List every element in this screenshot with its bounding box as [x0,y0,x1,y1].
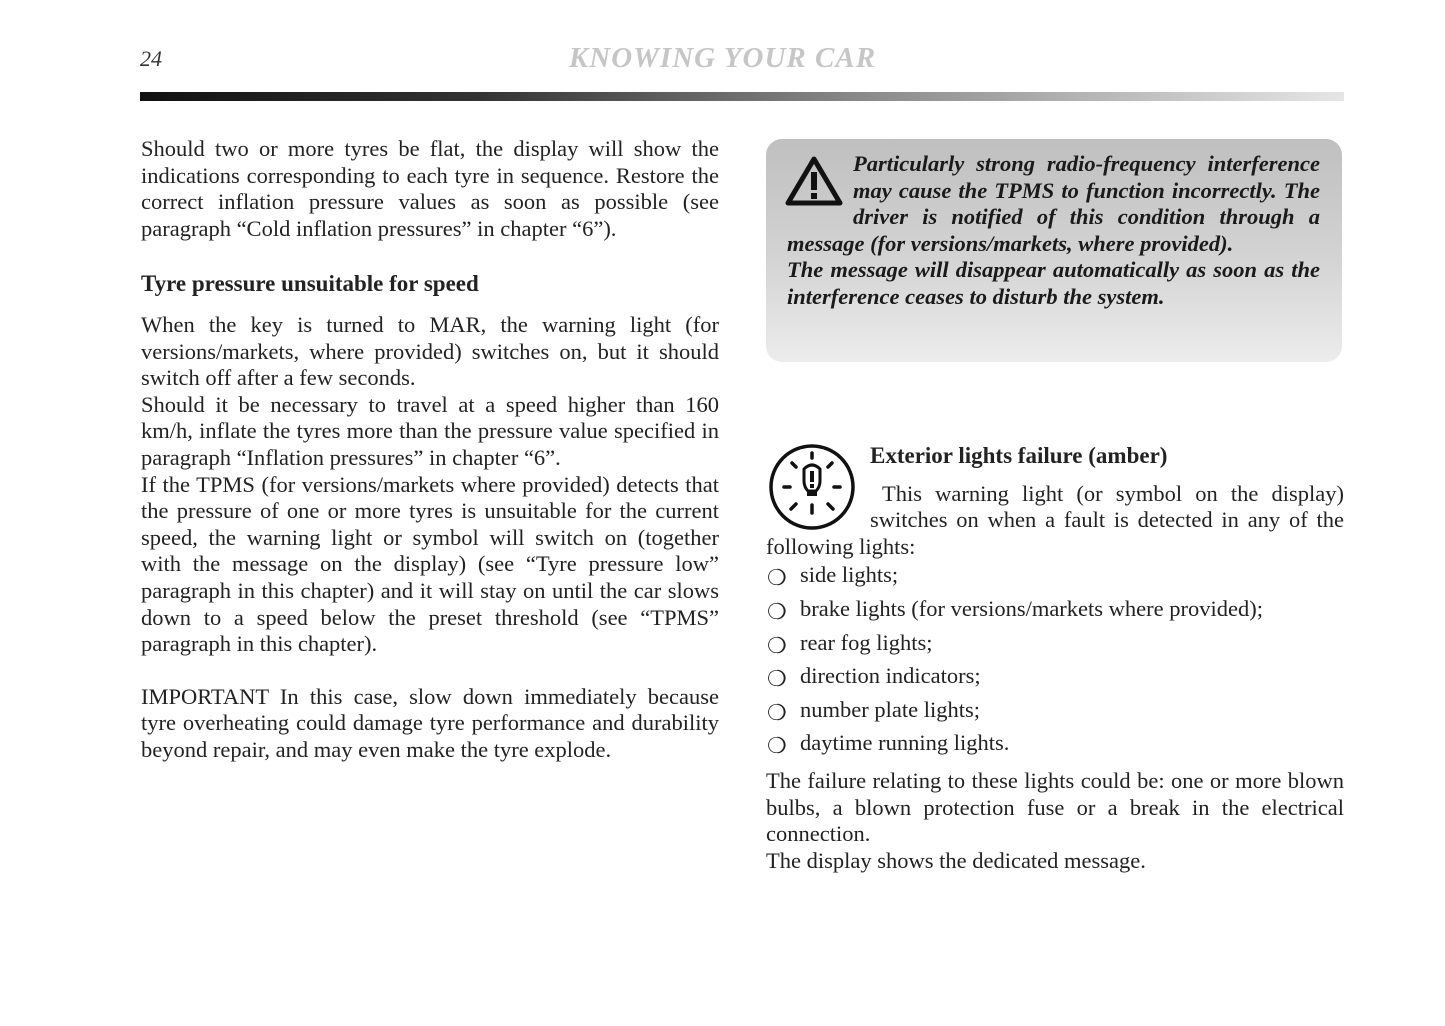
exterior-lights-heading: Exterior lights failure (amber) [870,443,1168,468]
warning-triangle-icon [785,155,843,207]
warning-text-2: The message will disappear automatically as soon as the interference ceases to disturb the system. [787,257,1320,309]
bullet-circle-icon: ❍ [767,565,787,591]
list-item: ❍ brake lights (for versions/markets where provided); [766,594,1344,628]
bullet-circle-icon: ❍ [767,666,787,692]
left-column [141,136,719,763]
display-message-note: The display shows the dedicated message. [766,847,1146,873]
bullet-circle-icon: ❍ [767,632,787,658]
bullet-circle-icon: ❍ [767,733,787,759]
header-rule [140,92,1344,101]
lights-list [766,560,1344,762]
failure-causes: The failure relating to these lights could be: one or more blown bulbs, a blown protection fuse or a break in the electrical connection. [766,767,1344,847]
warning-text-1: Particularly strong radio-frequency interference may cause the TPMS to function incorrectly. The driver is notified of this condition through a message (for versions/markets, where provided). [787,151,1320,256]
speed-160-paragraph: Should it be necessary to travel at a speed higher than 160 km/h, inflate the tyres more than the pressure value specified in paragraph “Inflation pressures” in chapter “6”. [141,391,719,470]
failure-explanation [766,768,1344,874]
warning-box [766,139,1342,362]
list-item: ❍ side lights; [766,560,1344,594]
intro-paragraph: Should two or more tyres be flat, the display will show the indications corresponding to each tyre in sequence. Restore the correct inflation pressure values as soon as possible (see paragraph “Cold inflation pressures” in chapter “6”). [141,136,719,241]
list-item: ❍ direction indicators; [766,661,1344,695]
list-item: ❍ number plate lights; [766,695,1344,729]
list-item: ❍ rear fog lights; [766,628,1344,662]
tyre-pressure-speed-heading: Tyre pressure unsuitable for speed [141,271,479,297]
page-number: 24 [140,46,162,71]
exterior-lights-intro: This warning light (or symbol on the display) switches on when a fault is detected in any of the following lights: [766,480,1344,559]
exterior-lights-failure-icon [766,441,858,533]
section-title: KNOWING YOUR CAR [568,42,877,74]
tpms-detects-paragraph: If the TPMS (for versions/markets where provided) detects that the pressure of one or more tyres is unsuitable for the current speed, the warning light or symbol will switch on (together with the message on the display) (see “Tyre pressure low” paragraph in this chapter) and it will stay on until the car slows down to a speed below the preset threshold (see “TPMS” paragraph in this chapter). [141,471,719,657]
key-mar-paragraph: When the key is turned to MAR, the warning light (for versions/markets, where provided) switches on, but it should switch off after a few seconds. [141,311,719,391]
bullet-circle-icon: ❍ [767,699,787,725]
exterior-lights-section [766,441,1344,874]
list-item: ❍ daytime running lights. [766,728,1344,762]
important-paragraph: IMPORTANT In this case, slow down immediately because tyre overheating could damage tyre performance and durability beyond repair, and may even make the tyre explode. [141,683,719,762]
bullet-circle-icon: ❍ [767,598,787,624]
right-column [766,139,1344,874]
